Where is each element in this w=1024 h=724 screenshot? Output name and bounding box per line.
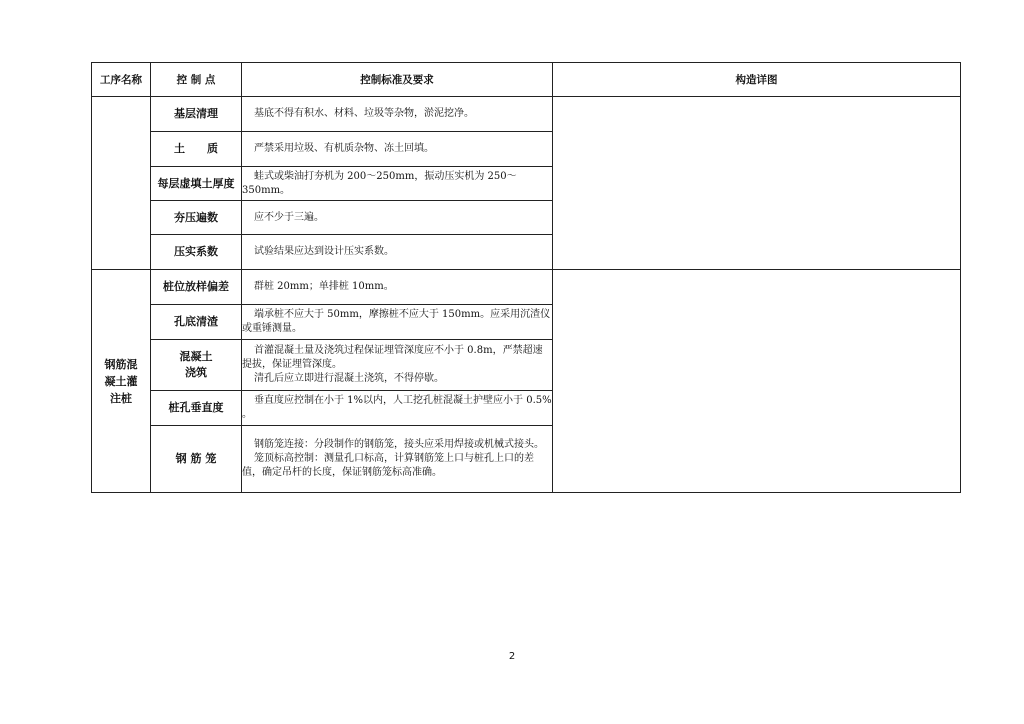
control-point-cell: 土 质 <box>151 132 242 167</box>
control-point-cell: 钢 筋 笼 <box>151 426 242 493</box>
requirement-cell <box>242 391 553 426</box>
control-point-cell: 夯压遍数 <box>151 201 242 235</box>
requirement-text: 严禁采用垃圾、有机质杂物、冻土回填。 <box>254 143 434 154</box>
control-point-cell: 桩位放样偏差 <box>151 270 242 305</box>
requirement-text: 清孔后应立即进行混凝土浇筑，不得停歇。 <box>254 373 444 384</box>
control-point-cell: 每层虚填土厚度 <box>151 167 242 201</box>
requirement-cell <box>242 340 553 391</box>
requirement-text: 群桩 20mm；单排桩 10mm。 <box>254 281 394 292</box>
requirement-cell <box>242 167 553 201</box>
requirement-text: 蛙式或柴油打夯机为 200～250mm，振动压实机为 250～350mm。 <box>242 170 517 196</box>
requirement-text: 笼顶标高控制：测量孔口标高，计算钢筋笼上口与桩孔上口的差值，确定吊杆的长度，保证钢筋笼标高准确。 <box>242 453 534 478</box>
requirement-text: 钢筋笼连接：分段制作的钢筋笼，接头应采用焊接或机械式接头。 <box>254 439 544 450</box>
requirement-cell <box>242 305 553 340</box>
requirement-cell <box>242 270 553 305</box>
requirement-cell <box>242 132 553 167</box>
quality-control-table <box>91 62 961 493</box>
table-row <box>92 97 961 132</box>
control-point-cell: 压实系数 <box>151 235 242 270</box>
process-name-text: 钢筋混凝土灌注桩 <box>104 357 138 405</box>
control-point-cell: 桩孔垂直度 <box>151 391 242 426</box>
table-row <box>92 270 961 305</box>
requirement-text: 垂直度应控制在小于 1%以内，人工挖孔桩混凝土护壁应小于 0.5% 。 <box>242 395 552 420</box>
detail-drawing-cell <box>553 97 961 270</box>
requirement-text: 基底不得有积水、材料、垃圾等杂物，淤泥挖净。 <box>254 108 474 119</box>
control-point-cell: 孔底清渣 <box>151 305 242 340</box>
requirement-text: 首灌混凝土量及浇筑过程保证埋管深度应不小于 0.8m，严禁超速提拔，保证埋管深度。 <box>242 345 543 370</box>
control-point-cell: 基层清理 <box>151 97 242 132</box>
process-name-cell <box>92 270 151 493</box>
requirement-text: 端承桩不应大于 50mm，摩擦桩不应大于 150mm。应采用沉渣仪或重锤测量。 <box>242 309 551 334</box>
header-standard-requirement: 控制标准及要求 <box>242 63 553 97</box>
detail-drawing-cell <box>553 270 961 493</box>
header-construction-detail: 构造详图 <box>553 63 961 97</box>
process-name-cell <box>92 97 151 270</box>
requirement-cell <box>242 97 553 132</box>
requirement-cell <box>242 426 553 493</box>
requirement-cell <box>242 235 553 270</box>
header-control-point: 控 制 点 <box>151 63 242 97</box>
control-point-cell <box>151 340 242 391</box>
requirement-text: 应不少于三遍。 <box>254 211 324 223</box>
requirement-cell <box>242 201 553 235</box>
page-number: 2 <box>508 651 516 662</box>
header-process-name: 工序名称 <box>92 63 151 97</box>
control-point-text: 混凝土浇筑 <box>179 350 213 379</box>
requirement-text: 试验结果应达到设计压实系数。 <box>254 246 394 257</box>
table-header-row <box>92 63 961 97</box>
